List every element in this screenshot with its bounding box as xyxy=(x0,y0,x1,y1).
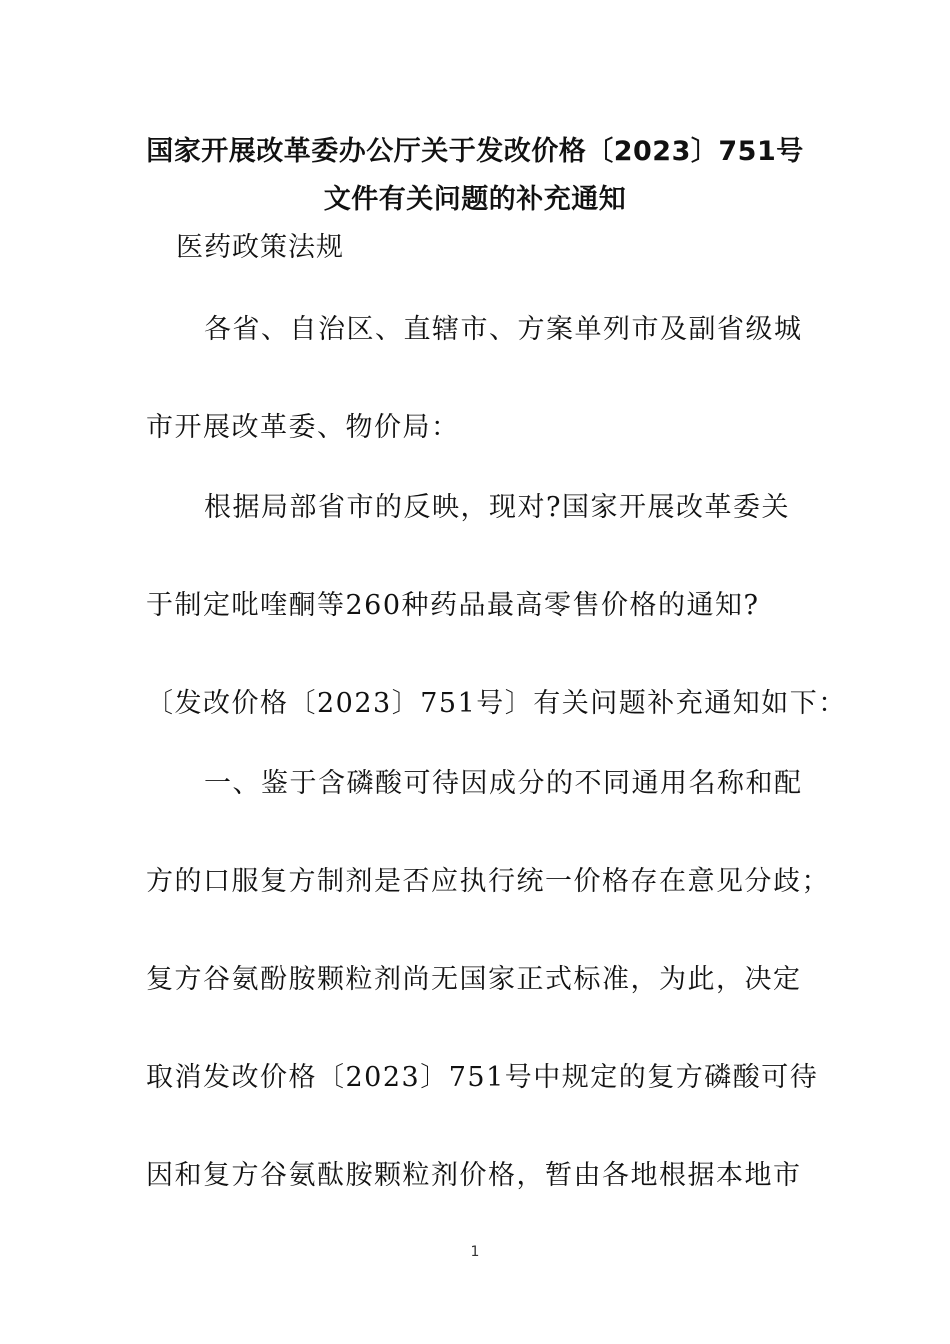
document-title-line-2: 文件有关问题的补充通知 xyxy=(323,184,627,215)
body-line: 〔发改价格〔2023〕751号〕有关问题补充通知如下： xyxy=(146,688,847,719)
body-line: 各省、自治区、直辖市、方案单列市及副省级城 xyxy=(204,314,803,345)
page-number: 1 xyxy=(470,1244,480,1260)
body-line: 一、鉴于含磷酸可待因成分的不同通用名称和配 xyxy=(204,768,803,799)
body-line: 于制定吡喹酮等260种药品最高零售价格的通知? xyxy=(146,590,760,621)
body-line: 因和复方谷氨酞胺颗粒剂价格，暂由各地根据本地市 xyxy=(146,1160,802,1191)
document-title-line-1: 国家开展改革委办公厅关于发改价格〔2023〕751号 xyxy=(146,136,804,167)
body-line: 复方谷氨酚胺颗粒剂尚无国家正式标准，为此，决定 xyxy=(146,964,802,995)
document-category: 医药政策法规 xyxy=(176,232,344,263)
body-line: 方的口服复方制剂是否应执行统一价格存在意见分歧； xyxy=(146,866,830,897)
body-line: 根据局部省市的反映，现对?国家开展改革委关 xyxy=(204,492,790,523)
body-line: 取消发改价格〔2023〕751号中规定的复方磷酸可待 xyxy=(146,1062,819,1093)
body-line: 市开展改革委、物价局： xyxy=(146,412,460,443)
